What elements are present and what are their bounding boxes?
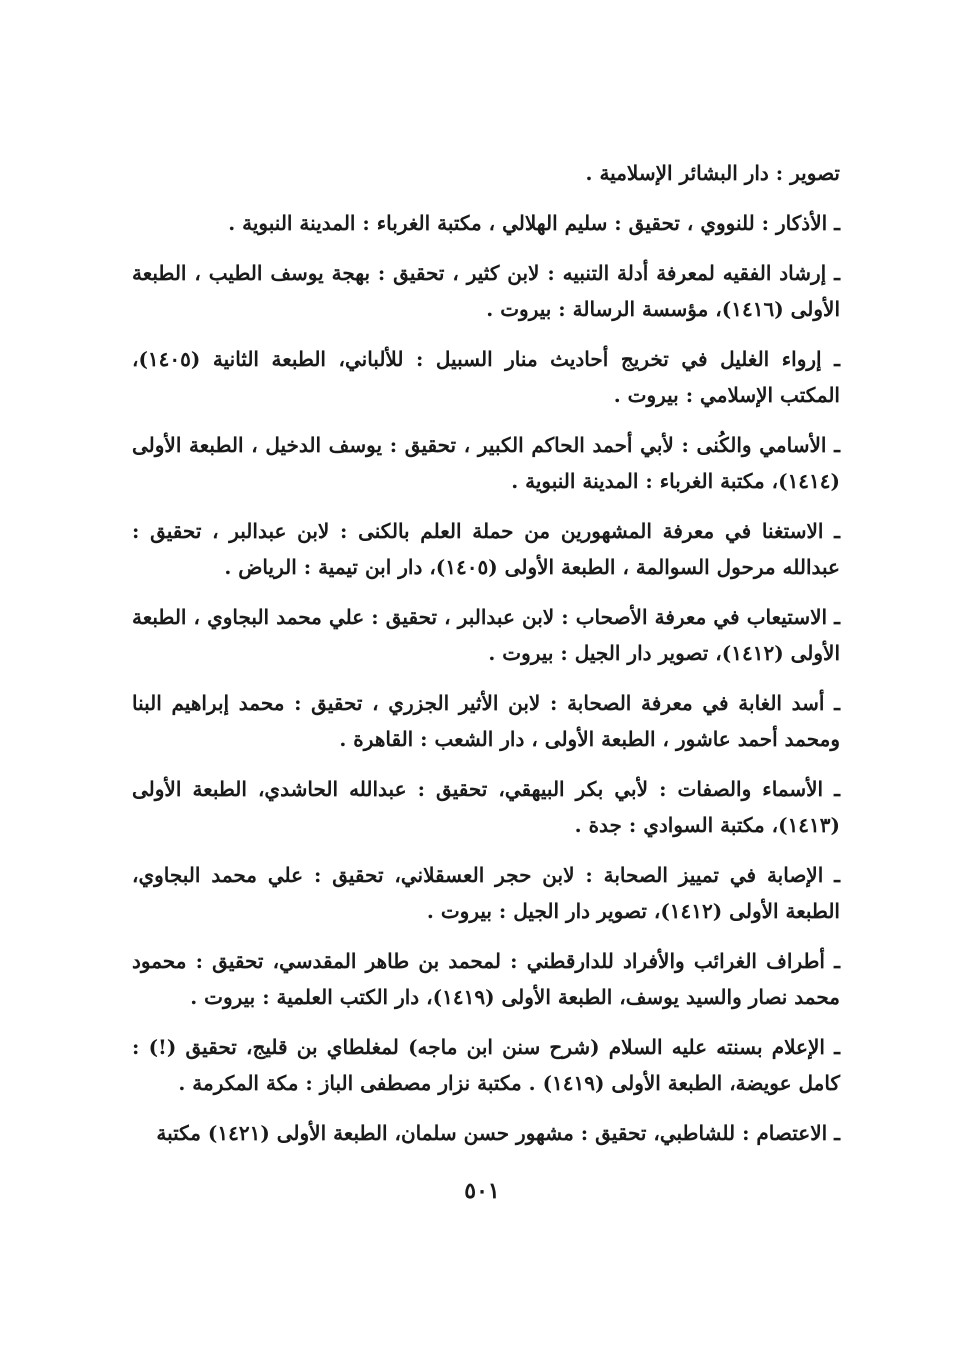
bibliography-entry: ـ الإعلام بسنته عليه السلام (شرح سنن ابن ماجه) لمغلطاي بن قليج، تحقيق (!) : كامل عويضة، الطبعة الأولى (١٤١٩) . مكتبة نزار مصطفى الباز : مكة المكرمة . <box>132 1035 840 1095</box>
bibliography-entry: ـ إرشاد الفقيه لمعرفة أدلة التنبيه : لابن كثير ، تحقيق : بهجة يوسف الطيب ، الطبعة الأولى (١٤١٦)، مؤسسة الرسالة : بيروت . <box>132 261 840 321</box>
bibliography-entry: ـ الإصابة في تمييز الصحابة : لابن حجر العسقلاني، تحقيق : علي محمد البجاوي، الطبعة الأولى (١٤١٢)، تصوير دار الجيل : بيروت . <box>132 863 840 923</box>
page-number: ٥٠١ <box>464 1178 500 1204</box>
bibliography-entry: ـ الأسامي والكُنى : لأبي أحمد الحاكم الكبير ، تحقيق : يوسف الدخيل ، الطبعة الأولى (١٤١٤)، مكتبة الغرباء : المدينة النبوية . <box>132 433 840 493</box>
bibliography-entry: ـ إرواء الغليل في تخريج أحاديث منار السبيل : للألباني، الطبعة الثانية (١٤٠٥)، المكتب الإسلامي : بيروت . <box>132 347 840 407</box>
bibliography-entry: تصوير : دار البشائر الإسلامية . <box>585 161 840 185</box>
bibliography-entry: ـ الأسماء والصفات : لأبي بكر البيهقي، تحقيق : عبدالله الحاشدي، الطبعة الأولى (١٤١٣)، مكتبة السوادي : جدة . <box>132 777 840 837</box>
bibliography-entry: ـ الأذكار : للنووي ، تحقيق : سليم الهلالي ، مكتبة الغرباء : المدينة النبوية . <box>228 211 840 235</box>
bibliography-list <box>132 155 840 1165</box>
bibliography-entry: ـ الاستيعاب في معرفة الأصحاب : لابن عبدالبر ، تحقيق : علي محمد البجاوي ، الطبعة الأولى (١٤١٢)، تصوير دار الجيل : بيروت . <box>132 605 840 665</box>
bibliography-entry: ـ أسد الغابة في معرفة الصحابة : لابن الأثير الجزري ، تحقيق : محمد إبراهيم البنا ومحمد أحمد عاشور ، الطبعة الأولى ، دار الشعب : القاهرة . <box>132 691 840 751</box>
bibliography-entry: ـ أطراف الغرائب والأفراد للدارقطني : لمحمد بن طاهر المقدسي، تحقيق : محمود محمد نصار والسيد يوسف، الطبعة الأولى (١٤١٩)، دار الكتب العلمية : بيروت . <box>132 949 840 1009</box>
bibliography-entry: ـ الاستغنا في معرفة المشهورين من حملة العلم بالكنى : لابن عبدالبر ، تحقيق : عبدالله مرحول السوالمة ، الطبعة الأولى (١٤٠٥)، دار ابن تيمية : الرياض . <box>132 519 840 579</box>
bibliography-entry: ـ الاعتصام : للشاطبي، تحقيق : مشهور حسن سلمان، الطبعة الأولى (١٤٢١) مكتبة <box>156 1121 840 1145</box>
